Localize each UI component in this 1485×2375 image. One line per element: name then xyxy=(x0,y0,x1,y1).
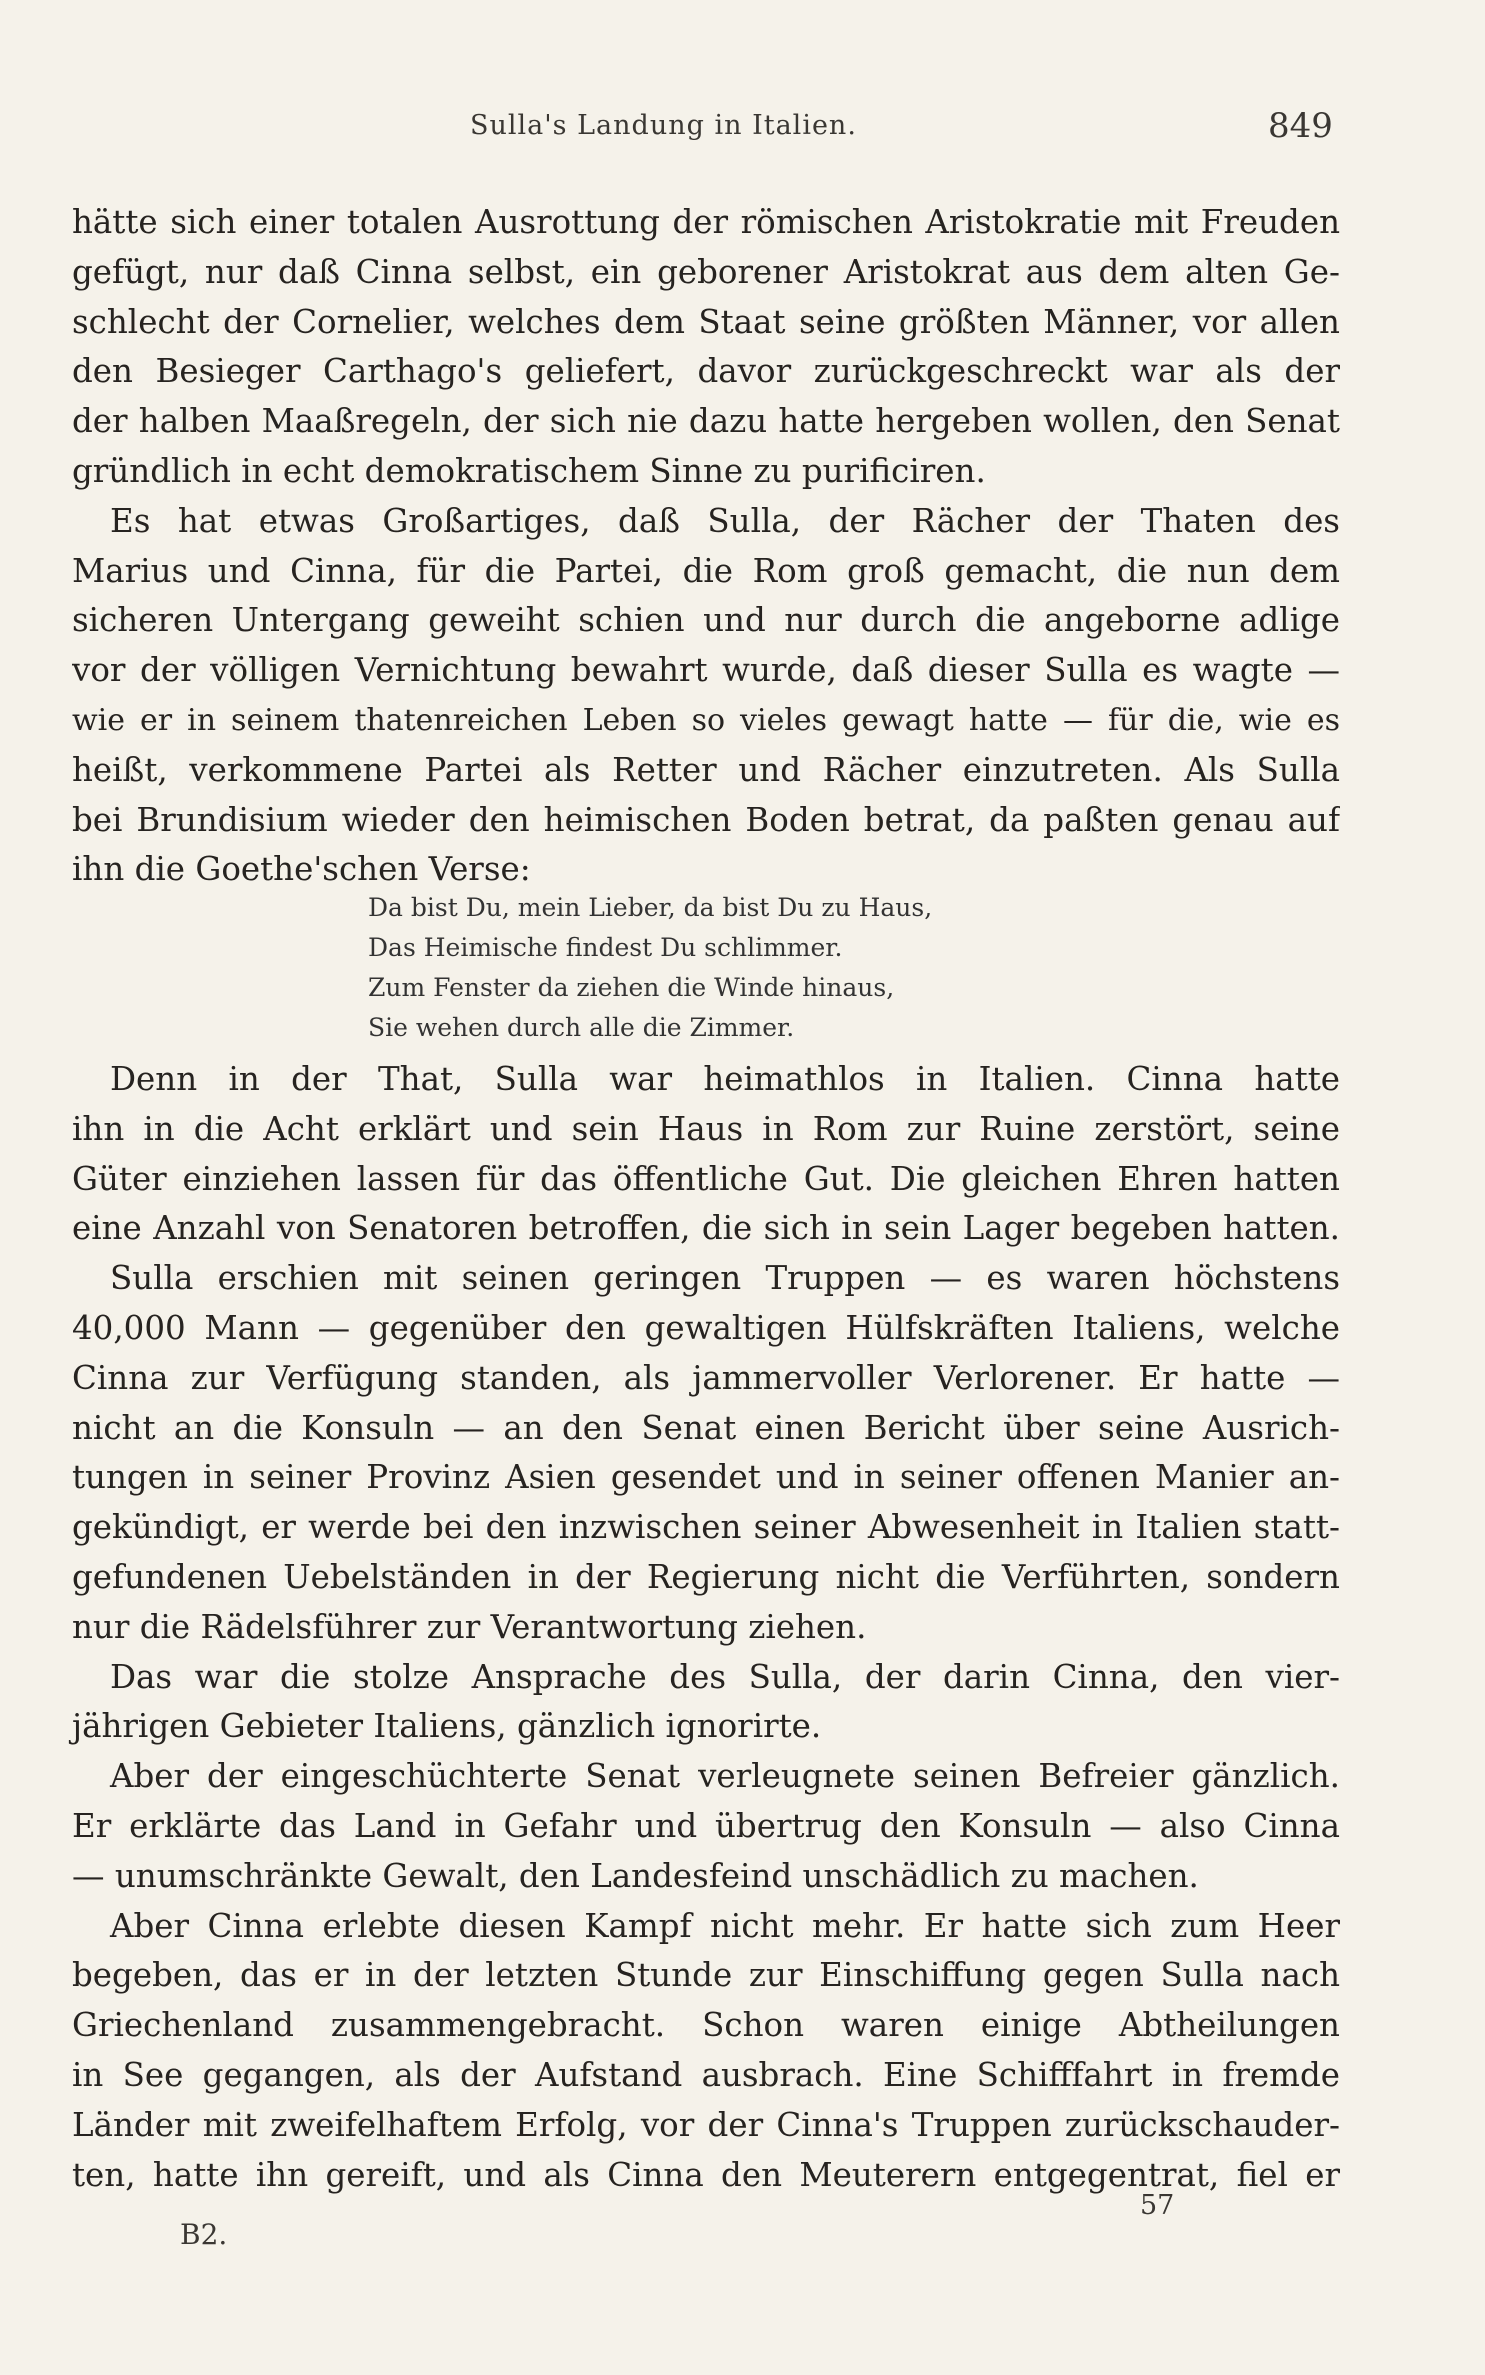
text-line: sicheren Untergang geweiht schien und nur durch die angeborne adlige xyxy=(72,601,1340,640)
text-line: Länder mit zweifelhaftem Erfolg, vor der Cinna's Truppen zurückschauder- xyxy=(72,2105,1340,2144)
text-line: Das war die stolze Ansprache des Sulla, der darin Cinna, den vier- xyxy=(110,1657,1340,1696)
text-line: ihn in die Acht erklärt und sein Haus in Rom zur Ruine zerstört, seine xyxy=(72,1109,1340,1148)
text-line: Denn in der That, Sulla war heimathlos in Italien. Cinna hatte xyxy=(110,1060,1340,1098)
text-line: Aber der eingeschüchterte Senat verleugnete seinen Befreier gänzlich. xyxy=(110,1757,1340,1796)
text-line: nur die Rädelsführer zur Verantwortung ziehen. xyxy=(72,1607,867,1646)
text-line: Aber Cinna erlebte diesen Kampf nicht mehr. Er hatte sich zum Heer xyxy=(110,1906,1340,1945)
text-line: vor der völligen Vernichtung bewahrt wurde, daß dieser Sulla es wagte — xyxy=(72,651,1340,690)
text-line: gefügt, nur daß Cinna selbst, ein geborener Aristokrat aus dem alten Ge- xyxy=(72,252,1340,291)
text-line: Sulla erschien mit seinen geringen Truppen — es waren höchstens xyxy=(110,1259,1340,1298)
verse-line: Das Heimische findest Du schlimmer. xyxy=(368,933,843,962)
text-line: jährigen Gebieter Italiens, gänzlich ignorirte. xyxy=(72,1707,822,1746)
text-line: Güter einziehen lassen für das öffentliche Gut. Die gleichen Ehren hatten xyxy=(72,1159,1340,1198)
text-line: den Besieger Carthago's geliefert, davor zurückgeschreckt war als der xyxy=(72,352,1340,391)
page-number: 849 xyxy=(1268,106,1333,146)
text-line: gründlich in echt demokratischem Sinne zu purificiren. xyxy=(72,451,986,490)
text-line: heißt, verkommene Partei als Retter und Rächer einzutreten. Als Sulla xyxy=(72,750,1340,789)
text-line: tungen in seiner Provinz Asien gesendet und in seiner offenen Manier an- xyxy=(72,1458,1340,1497)
text-line: gefundenen Uebelständen in der Regierung nicht die Verführten, sondern xyxy=(72,1557,1340,1596)
text-line: nicht an die Konsuln — an den Senat einen Bericht über seine Ausrich- xyxy=(72,1408,1340,1447)
text-line: schlecht der Cornelier, welches dem Staat seine größten Männer, vor allen xyxy=(72,302,1340,341)
text-line: Marius und Cinna, für die Partei, die Rom groß gemacht, die nun dem xyxy=(72,551,1340,590)
verse-line: Da bist Du, mein Lieber, da bist Du zu Haus, xyxy=(368,893,933,922)
text-line: eine Anzahl von Senatoren betroffen, die sich in sein Lager begeben hatten. xyxy=(72,1209,1340,1248)
text-line: wie er in seinem thatenreichen Leben so vieles gewagt hatte — für die, wie es xyxy=(72,702,1340,738)
text-line: begeben, das er in der letzten Stunde zur Einschiffung gegen Sulla nach xyxy=(72,1956,1340,1995)
text-line: — unumschränkte Gewalt, den Landesfeind unschädlich zu machen. xyxy=(72,1856,1199,1895)
text-line: ten, hatte ihn gereift, und als Cinna den Meuterern entgegentrat, fiel er xyxy=(72,2155,1340,2194)
text-line: Er erklärte das Land in Gefahr und übertrug den Konsuln — also Cinna xyxy=(72,1806,1340,1845)
running-head xyxy=(0,106,1485,160)
sheet-number: 57 xyxy=(1140,2190,1175,2221)
verse-line: Zum Fenster da ziehen die Winde hinaus, xyxy=(368,973,895,1002)
text-line: gekündigt, er werde bei den inzwischen seiner Abwesenheit in Italien statt- xyxy=(72,1508,1340,1547)
text-line: in See gegangen, als der Aufstand ausbrach. Eine Schifffahrt in fremde xyxy=(72,2055,1340,2094)
text-line: hätte sich einer totalen Ausrottung der römischen Aristokratie mit Freuden xyxy=(72,203,1340,241)
verse-line: Sie wehen durch alle die Zimmer. xyxy=(368,1013,795,1042)
goethe-verse xyxy=(368,888,932,1048)
body-text-bottom xyxy=(72,1055,1340,2200)
text-line: ihn die Goethe'schen Verse: xyxy=(72,850,531,889)
body-text-top xyxy=(72,198,1340,895)
text-line: Cinna zur Verfügung standen, als jammervoller Verlorener. Er hatte — xyxy=(72,1358,1340,1397)
signature-mark: B2. xyxy=(180,2218,228,2251)
text-line: Es hat etwas Großartiges, daß Sulla, der Rächer der Thaten des xyxy=(110,501,1340,540)
text-line: der halben Maaßregeln, der sich nie dazu hatte hergeben wollen, den Senat xyxy=(72,402,1340,441)
text-line: 40,000 Mann — gegenüber den gewaltigen Hülfskräften Italiens, welche xyxy=(72,1308,1340,1347)
text-line: bei Brundisium wieder den heimischen Boden betrat, da paßten genau auf xyxy=(72,800,1340,839)
text-line: Griechenland zusammengebracht. Schon waren einige Abtheilungen xyxy=(72,2006,1340,2045)
running-title: Sulla's Landung in Italien. xyxy=(470,110,857,141)
